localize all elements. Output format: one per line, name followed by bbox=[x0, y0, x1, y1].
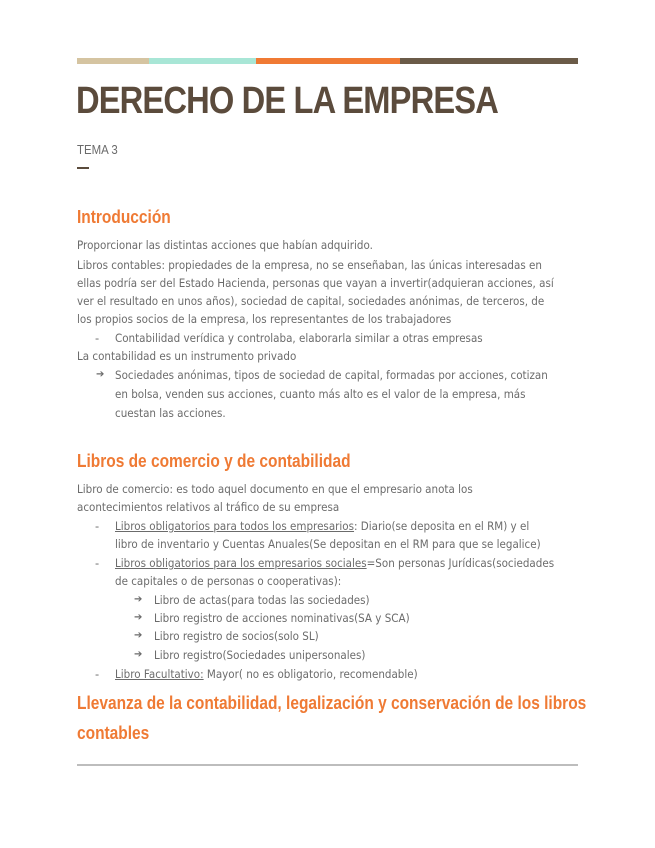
arrow-bullet-icon: ➔ bbox=[96, 369, 105, 380]
libros-item-1-link: Libros obligatorios para todos los empresarios bbox=[115, 519, 355, 533]
intro-arrow-item-line-2: en bolsa, venden sus acciones, cuanto más alto es el valor de la empresa, más bbox=[115, 387, 526, 401]
libros-item-3-text: Mayor( no es obligatorio, recomendable) bbox=[203, 667, 418, 681]
libros-item-1-text: : Diario(se deposita en el RM) y el bbox=[354, 519, 530, 533]
heading-llevanza-line-1: Llevanza de la contabilidad, legalización y conservación de los libros bbox=[77, 693, 587, 713]
title-underline bbox=[77, 167, 89, 169]
arrow-bullet-icon: ➔ bbox=[134, 612, 143, 623]
document-subtitle: TEMA 3 bbox=[77, 142, 118, 157]
accent-segment-brown bbox=[400, 58, 578, 64]
dash-bullet: - bbox=[95, 519, 100, 533]
libros-sub-item: Libro registro de socios(solo SL) bbox=[154, 629, 319, 643]
libros-item-3-link: Libro Facultativo: bbox=[115, 667, 204, 681]
intro-paragraph-2-line-3: ver el resultado en unos años), sociedad de capital, sociedades anónimas, de terceros, de bbox=[77, 294, 545, 308]
libros-sub-item: Libro registro(Sociedades unipersonales) bbox=[154, 648, 366, 662]
heading-libros-comercio: Libros de comercio y de contabilidad bbox=[77, 451, 351, 471]
accent-segment-beige bbox=[77, 58, 149, 64]
intro-paragraph-3: La contabilidad es un instrumento privado bbox=[77, 349, 297, 363]
arrow-bullet-icon: ➔ bbox=[134, 594, 143, 605]
libros-sub-item: Libro registro de acciones nominativas(SA y SCA) bbox=[154, 611, 410, 625]
libros-item-1-line-1 bbox=[115, 517, 529, 536]
accent-segment-teal bbox=[149, 58, 256, 64]
intro-paragraph-1: Proporcionar las distintas acciones que habían adquirido. bbox=[77, 238, 373, 252]
libros-item-2-line-2: de capitales o de personas o cooperativas): bbox=[115, 574, 342, 588]
libros-item-2-link: Libros obligatorios para los empresarios sociales bbox=[115, 556, 367, 570]
heading-introduccion: Introducción bbox=[77, 207, 171, 227]
arrow-bullet-icon: ➔ bbox=[134, 630, 143, 641]
libros-item-3 bbox=[115, 665, 418, 684]
libros-paragraph-line-2: acontecimientos relativos al tráfico de su empresa bbox=[77, 500, 340, 514]
dash-bullet: - bbox=[95, 667, 100, 681]
accent-bar bbox=[77, 58, 578, 64]
libros-item-1-line-2: libro de inventario y Cuentas Anuales(Se depositan en el RM para que se legalice) bbox=[115, 537, 541, 551]
libros-item-2-line-1 bbox=[115, 554, 554, 573]
libros-sub-item: Libro de actas(para todas las sociedades) bbox=[154, 593, 370, 607]
libros-paragraph-line-1: Libro de comercio: es todo aquel documento en que el empresario anota los bbox=[77, 482, 473, 496]
libros-item-2-text: =Son personas Jurídicas(sociedades bbox=[366, 556, 555, 570]
intro-dash-item: Contabilidad verídica y controlaba, elaborarla similar a otras empresas bbox=[115, 331, 483, 345]
bottom-divider bbox=[77, 764, 578, 766]
arrow-bullet-icon: ➔ bbox=[134, 649, 143, 660]
dash-bullet: - bbox=[95, 331, 100, 345]
dash-bullet: - bbox=[95, 556, 100, 570]
heading-llevanza-line-2: contables bbox=[77, 723, 150, 743]
document-title: DERECHO DE LA EMPRESA bbox=[76, 80, 498, 122]
intro-paragraph-2-line-4: los propios socios de la empresa, los representantes de los trabajadores bbox=[77, 312, 452, 326]
intro-paragraph-2-line-2: ellas podría ser del Estado Hacienda, personas que vayan a invertir(adquieran acciones, así bbox=[77, 276, 554, 290]
intro-arrow-item-line-1: Sociedades anónimas, tipos de sociedad de capital, formadas por acciones, cotizan bbox=[115, 368, 548, 382]
accent-segment-orange bbox=[256, 58, 400, 64]
intro-arrow-item-line-3: cuestan las acciones. bbox=[115, 406, 226, 420]
intro-paragraph-2-line-1: Libros contables: propiedades de la empresa, no se enseñaban, las únicas interesadas en bbox=[77, 258, 542, 272]
